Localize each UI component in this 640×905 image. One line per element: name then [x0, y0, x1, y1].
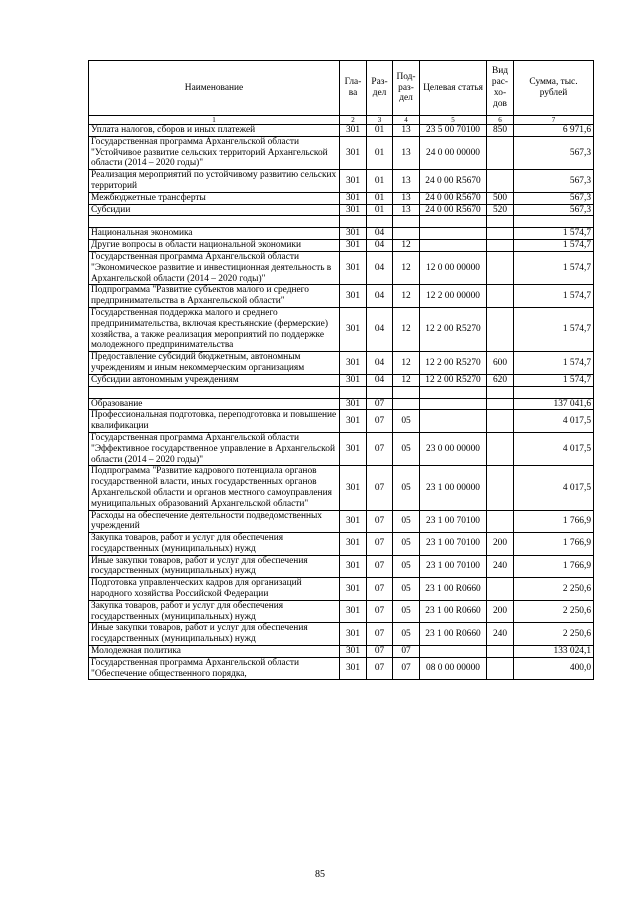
cell-target: 23 1 00 70100 — [420, 510, 487, 533]
column-index: 7 — [514, 116, 594, 125]
cell-razdel: 07 — [367, 398, 393, 410]
cell-podrazdel: 12 — [393, 285, 420, 308]
cell-name: Закупка товаров, работ и услуг для обеспечения государственных (муниципальных) нужд — [89, 600, 340, 623]
cell-glava: 301 — [340, 533, 367, 556]
cell-podrazdel: 13 — [393, 192, 420, 204]
cell-glava: 301 — [340, 240, 367, 252]
cell-podrazdel: 05 — [393, 510, 420, 533]
cell-target — [420, 398, 487, 410]
cell-target: 08 0 00 00000 — [420, 657, 487, 680]
cell-vid: 520 — [487, 204, 514, 216]
cell-glava: 301 — [340, 578, 367, 601]
cell-glava: 301 — [340, 352, 367, 375]
cell-sum: 1 574,7 — [514, 285, 594, 308]
cell-vid: 240 — [487, 623, 514, 646]
cell-glava: 301 — [340, 307, 367, 351]
cell-vid — [487, 136, 514, 169]
cell-vid — [487, 432, 514, 465]
header-row — [89, 61, 594, 116]
cell-podrazdel: 13 — [393, 204, 420, 216]
cell-razdel: 07 — [367, 510, 393, 533]
header-name: Наименование — [89, 61, 340, 116]
cell-glava: 301 — [340, 204, 367, 216]
cell-razdel: 07 — [367, 533, 393, 556]
cell-sum: 2 250,6 — [514, 623, 594, 646]
cell-target: 24 0 00 00000 — [420, 136, 487, 169]
cell-sum: 400,0 — [514, 657, 594, 680]
cell-glava: 301 — [340, 398, 367, 410]
cell-target — [420, 410, 487, 433]
column-index: 3 — [367, 116, 393, 125]
cell-sum: 2 250,6 — [514, 600, 594, 623]
cell-vid: 200 — [487, 533, 514, 556]
cell-sum: 4 017,5 — [514, 432, 594, 465]
empty-cell — [514, 386, 594, 398]
cell-podrazdel: 05 — [393, 623, 420, 646]
empty-cell — [393, 216, 420, 228]
cell-sum: 133 024,1 — [514, 646, 594, 658]
table-row — [89, 657, 594, 680]
empty-cell — [420, 386, 487, 398]
cell-sum: 1 574,7 — [514, 240, 594, 252]
cell-target: 12 2 00 R5270 — [420, 352, 487, 375]
cell-razdel: 04 — [367, 240, 393, 252]
table-row — [89, 623, 594, 646]
cell-razdel: 04 — [367, 352, 393, 375]
table-row — [89, 510, 594, 533]
cell-sum: 137 041,6 — [514, 398, 594, 410]
cell-sum: 567,3 — [514, 170, 594, 193]
table-row — [89, 578, 594, 601]
cell-name: Государственная программа Архангельской области "Устойчивое развитие сельских территорий Архангельской области (2014 – 2020 годы)" — [89, 136, 340, 169]
cell-vid — [487, 398, 514, 410]
spacer-row — [89, 216, 594, 228]
cell-vid — [487, 228, 514, 240]
cell-name: Национальная экономика — [89, 228, 340, 240]
cell-podrazdel: 05 — [393, 410, 420, 433]
cell-razdel: 07 — [367, 432, 393, 465]
table-row — [89, 374, 594, 386]
cell-razdel: 07 — [367, 657, 393, 680]
cell-target: 23 0 00 00000 — [420, 432, 487, 465]
cell-razdel: 04 — [367, 307, 393, 351]
cell-sum: 567,3 — [514, 136, 594, 169]
cell-razdel: 01 — [367, 136, 393, 169]
cell-target — [420, 228, 487, 240]
cell-razdel: 04 — [367, 251, 393, 284]
column-index: 5 — [420, 116, 487, 125]
cell-name: Субсидии автономным учреждениям — [89, 374, 340, 386]
cell-name: Подпрограмма "Развитие субъектов малого и среднего предпринимательства в Архангельской области" — [89, 285, 340, 308]
table-row — [89, 228, 594, 240]
cell-razdel: 07 — [367, 466, 393, 510]
header-razdel: Раз-дел — [367, 61, 393, 116]
cell-razdel: 04 — [367, 228, 393, 240]
cell-podrazdel — [393, 228, 420, 240]
cell-vid — [487, 285, 514, 308]
table-row — [89, 555, 594, 578]
cell-razdel: 07 — [367, 555, 393, 578]
cell-podrazdel: 12 — [393, 307, 420, 351]
cell-sum: 567,3 — [514, 204, 594, 216]
table-row — [89, 192, 594, 204]
cell-target — [420, 646, 487, 658]
budget-table-sheet — [88, 60, 593, 680]
cell-vid — [487, 170, 514, 193]
cell-razdel: 07 — [367, 410, 393, 433]
table-row — [89, 285, 594, 308]
empty-cell — [367, 216, 393, 228]
cell-glava: 301 — [340, 125, 367, 137]
cell-sum: 1 574,7 — [514, 228, 594, 240]
budget-table — [88, 60, 594, 680]
cell-razdel: 07 — [367, 646, 393, 658]
cell-name: Другие вопросы в области национальной экономики — [89, 240, 340, 252]
empty-cell — [393, 386, 420, 398]
cell-podrazdel: 13 — [393, 125, 420, 137]
table-row — [89, 204, 594, 216]
header-sum: Сумма, тыс. рублей — [514, 61, 594, 116]
empty-cell — [89, 386, 340, 398]
cell-vid: 240 — [487, 555, 514, 578]
cell-razdel: 04 — [367, 374, 393, 386]
table-row — [89, 432, 594, 465]
cell-name: Субсидии — [89, 204, 340, 216]
cell-podrazdel: 13 — [393, 136, 420, 169]
table-row — [89, 251, 594, 284]
cell-sum: 1 574,7 — [514, 251, 594, 284]
empty-cell — [340, 386, 367, 398]
cell-sum: 1 574,7 — [514, 352, 594, 375]
cell-name: Государственная программа Архангельской области "Экономическое развитие и инвестиционная деятельность в Архангельской области (2014 – 2020 годы)" — [89, 251, 340, 284]
cell-target: 24 0 00 R5670 — [420, 204, 487, 216]
cell-podrazdel: 05 — [393, 432, 420, 465]
cell-podrazdel: 12 — [393, 251, 420, 284]
column-index: 6 — [487, 116, 514, 125]
cell-glava: 301 — [340, 555, 367, 578]
cell-name: Профессиональная подготовка, переподготовка и повышение квалификации — [89, 410, 340, 433]
empty-cell — [89, 216, 340, 228]
table-row — [89, 533, 594, 556]
cell-podrazdel: 07 — [393, 657, 420, 680]
cell-vid: 600 — [487, 352, 514, 375]
cell-glava: 301 — [340, 136, 367, 169]
cell-glava: 301 — [340, 600, 367, 623]
table-row — [89, 240, 594, 252]
cell-glava: 301 — [340, 192, 367, 204]
cell-target: 24 0 00 R5670 — [420, 170, 487, 193]
empty-cell — [367, 386, 393, 398]
cell-vid — [487, 657, 514, 680]
cell-glava: 301 — [340, 623, 367, 646]
cell-vid — [487, 646, 514, 658]
cell-target: 12 0 00 00000 — [420, 251, 487, 284]
cell-vid: 200 — [487, 600, 514, 623]
table-row — [89, 307, 594, 351]
cell-glava: 301 — [340, 410, 367, 433]
cell-razdel: 01 — [367, 125, 393, 137]
cell-sum: 567,3 — [514, 192, 594, 204]
header-glava: Гла-ва — [340, 61, 367, 116]
cell-target: 23 1 00 70100 — [420, 555, 487, 578]
page-number: 85 — [315, 869, 325, 880]
header-podrazdel: Под-раз-дел — [393, 61, 420, 116]
column-index: 4 — [393, 116, 420, 125]
cell-glava: 301 — [340, 646, 367, 658]
table-row — [89, 136, 594, 169]
table-row — [89, 352, 594, 375]
cell-name: Иные закупки товаров, работ и услуг для обеспечения государственных (муниципальных) нужд — [89, 555, 340, 578]
cell-sum: 1 766,9 — [514, 533, 594, 556]
cell-name: Предоставление субсидий бюджетным, автономным учреждениям и иным некоммерческим организациям — [89, 352, 340, 375]
cell-glava: 301 — [340, 432, 367, 465]
cell-razdel: 04 — [367, 285, 393, 308]
column-index: 1 — [89, 116, 340, 125]
cell-razdel: 07 — [367, 578, 393, 601]
cell-podrazdel: 05 — [393, 533, 420, 556]
table-row — [89, 398, 594, 410]
table-row — [89, 466, 594, 510]
cell-razdel: 07 — [367, 623, 393, 646]
cell-sum: 1 766,9 — [514, 555, 594, 578]
column-index: 2 — [340, 116, 367, 125]
cell-name: Подготовка управленческих кадров для организаций народного хозяйства Российской Федерации — [89, 578, 340, 601]
cell-sum: 1 574,7 — [514, 374, 594, 386]
cell-sum: 1 766,9 — [514, 510, 594, 533]
cell-target: 23 1 00 R0660 — [420, 578, 487, 601]
empty-cell — [340, 216, 367, 228]
cell-podrazdel: 07 — [393, 646, 420, 658]
table-row — [89, 646, 594, 658]
table-row — [89, 170, 594, 193]
table-row — [89, 600, 594, 623]
cell-podrazdel: 05 — [393, 600, 420, 623]
cell-vid: 500 — [487, 192, 514, 204]
cell-vid — [487, 578, 514, 601]
cell-glava: 301 — [340, 285, 367, 308]
cell-name: Государственная поддержка малого и среднего предпринимательства, включая крестьянские (фермерские) хозяйства, а также реализация мероприятий по поддержке молодежного предпринимательства — [89, 307, 340, 351]
cell-glava: 301 — [340, 374, 367, 386]
empty-cell — [420, 216, 487, 228]
cell-razdel: 01 — [367, 192, 393, 204]
cell-vid: 850 — [487, 125, 514, 137]
cell-sum: 1 574,7 — [514, 307, 594, 351]
table-row — [89, 410, 594, 433]
cell-target: 23 1 00 R0660 — [420, 623, 487, 646]
cell-podrazdel: 12 — [393, 374, 420, 386]
empty-cell — [514, 216, 594, 228]
cell-target: 24 0 00 R5670 — [420, 192, 487, 204]
cell-podrazdel: 05 — [393, 466, 420, 510]
cell-glava: 301 — [340, 510, 367, 533]
cell-sum: 2 250,6 — [514, 578, 594, 601]
cell-name: Иные закупки товаров, работ и услуг для обеспечения государственных (муниципальных) нужд — [89, 623, 340, 646]
cell-podrazdel: 12 — [393, 240, 420, 252]
cell-razdel: 01 — [367, 204, 393, 216]
cell-glava: 301 — [340, 466, 367, 510]
cell-name: Межбюджетные трансферты — [89, 192, 340, 204]
cell-vid — [487, 251, 514, 284]
cell-target: 23 1 00 R0660 — [420, 600, 487, 623]
cell-podrazdel: 13 — [393, 170, 420, 193]
cell-name: Расходы на обеспечение деятельности подведомственных учреждений — [89, 510, 340, 533]
cell-glava: 301 — [340, 170, 367, 193]
cell-podrazdel: 05 — [393, 555, 420, 578]
cell-name: Молодежная политика — [89, 646, 340, 658]
cell-razdel: 01 — [367, 170, 393, 193]
cell-vid — [487, 410, 514, 433]
header-vid: Вид рас-хо-дов — [487, 61, 514, 116]
cell-vid: 620 — [487, 374, 514, 386]
cell-name: Государственная программа Архангельской области "Обеспечение общественного порядка, — [89, 657, 340, 680]
cell-name: Уплата налогов, сборов и иных платежей — [89, 125, 340, 137]
cell-target: 23 5 00 70100 — [420, 125, 487, 137]
cell-glava: 301 — [340, 228, 367, 240]
cell-name: Государственная программа Архангельской области "Эффективное государственное управление в Архангельской области (2014 – 2020 годы)" — [89, 432, 340, 465]
empty-cell — [487, 216, 514, 228]
cell-target — [420, 240, 487, 252]
cell-target: 12 2 00 R5270 — [420, 307, 487, 351]
table-row — [89, 125, 594, 137]
cell-name: Реализация мероприятий по устойчивому развитию сельских территорий — [89, 170, 340, 193]
cell-target: 23 1 00 70100 — [420, 533, 487, 556]
cell-glava: 301 — [340, 251, 367, 284]
cell-vid — [487, 307, 514, 351]
cell-podrazdel — [393, 398, 420, 410]
cell-podrazdel: 05 — [393, 578, 420, 601]
cell-podrazdel: 12 — [393, 352, 420, 375]
cell-target: 12 2 00 R5270 — [420, 374, 487, 386]
spacer-row — [89, 386, 594, 398]
column-index-row — [89, 116, 594, 125]
cell-target: 23 1 00 00000 — [420, 466, 487, 510]
cell-sum: 6 971,6 — [514, 125, 594, 137]
empty-cell — [487, 386, 514, 398]
cell-razdel: 07 — [367, 600, 393, 623]
cell-vid — [487, 466, 514, 510]
header-target: Целевая статья — [420, 61, 487, 116]
table-body — [89, 125, 594, 680]
cell-sum: 4 017,5 — [514, 466, 594, 510]
cell-name: Подпрограмма "Развитие кадрового потенциала органов государственной власти, иных государственных органов Архангельской области и органов местного самоуправления муниципальных образований Архангельской области" — [89, 466, 340, 510]
cell-name: Образование — [89, 398, 340, 410]
cell-vid — [487, 240, 514, 252]
cell-vid — [487, 510, 514, 533]
cell-glava: 301 — [340, 657, 367, 680]
cell-target: 12 2 00 00000 — [420, 285, 487, 308]
cell-sum: 4 017,5 — [514, 410, 594, 433]
cell-name: Закупка товаров, работ и услуг для обеспечения государственных (муниципальных) нужд — [89, 533, 340, 556]
